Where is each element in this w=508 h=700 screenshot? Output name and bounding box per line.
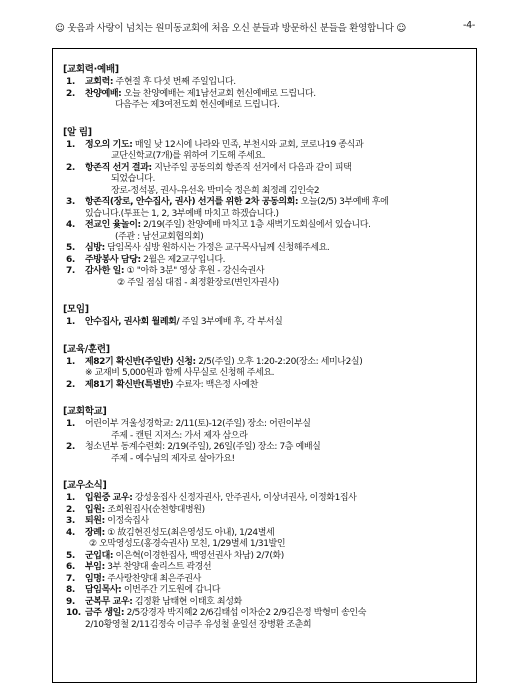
list-item — [63, 197, 468, 209]
item-label: 감사한 일: — [85, 266, 125, 276]
section — [63, 61, 468, 112]
list-item — [63, 528, 468, 540]
item-label: 안수집사, 권사회 월례회/ — [85, 317, 180, 327]
item-text: 2/5강경자 박지혜2 2/6김태섭 이차순2 2/9김은정 박형미 송인숙 — [124, 608, 367, 618]
item-text: 2월은 제2교구입니다. — [140, 254, 226, 265]
item-continuation: 2/10황영철 2/11김정숙 이금주 유성철 윤일선 장병환 조춘희 — [85, 619, 312, 630]
item-label: 금주 생일: — [85, 608, 125, 618]
item-number: 10. — [66, 608, 81, 618]
item-label: 제82기 확신반(주일반) 신청: — [85, 356, 196, 367]
list-item — [63, 585, 468, 597]
item-number: 2. — [66, 88, 75, 99]
item-continuation: 되었습니다. — [111, 174, 155, 184]
item-continuation: 장로-정석봉, 권사-유선옥 박미숙 정은희 최정례 김인숙2 — [111, 185, 320, 196]
section-title: [교육/훈련] — [63, 343, 110, 355]
section-title: [알 림] — [63, 126, 92, 138]
item-number: 1. — [66, 493, 75, 503]
item-text: 조희원집사(순천향대병원) — [104, 504, 205, 515]
item-label: 담임목사: — [85, 585, 122, 595]
item-number: 1. — [66, 77, 75, 87]
item-number: 8. — [66, 585, 75, 595]
list-item — [63, 597, 468, 609]
item-number: 2. — [66, 504, 75, 515]
item-number: 9. — [66, 596, 75, 607]
item-label: 장례: — [85, 527, 105, 538]
item-continuation: ※ 교재비 5,000원과 함께 사무실로 신청해 주세요. — [85, 368, 275, 378]
section — [63, 477, 468, 631]
item-text: 주일 3부예배 후, 각 부서실 — [179, 317, 283, 327]
item-text: ① "아하 3분" 영상 후원 - 강신숙권사 — [124, 266, 265, 276]
item-label: 군복무 교우: — [85, 596, 133, 607]
item-label: 항존직 선거 결과: — [85, 162, 152, 173]
item-label: 항존직(장로, 안수집사, 권사) 선거를 위한 2차 공동의회: — [85, 197, 299, 207]
item-text: 이은혁(이경한집사, 백영선권사 차남) 2/7(화) — [113, 550, 284, 561]
item-number: 5. — [66, 550, 75, 561]
item-continuation: 주제 - 예수님의 제자로 살아가요! — [111, 453, 235, 464]
item-text: 주사랑찬양대 최은주권사 — [104, 573, 201, 584]
section-title: [교우소식] — [63, 480, 107, 491]
page-number: -4- — [462, 20, 475, 31]
item-number: 7. — [66, 266, 75, 276]
item-number: 6. — [66, 562, 75, 572]
item-continuation: 주제 - 캔틴 지저스: 가서 제자 삼으라 — [111, 430, 248, 441]
item-number: 3. — [66, 516, 75, 526]
list-item — [63, 317, 468, 329]
item-text: 2/5(주일) 오후 1:20-2:20(장소: 세미나2실) — [195, 356, 363, 367]
item-text: 매일 낮 12시에 나라와 민족, 부천시와 교회, 코로나19 종식과 — [132, 139, 364, 150]
item-label: 전교인 윷놀이: — [85, 220, 141, 230]
item-number: 2. — [66, 442, 75, 452]
bulletin-box — [52, 48, 477, 683]
item-continuation: 교단신학교(7개)를 위하여 기도해 주세요. — [111, 151, 266, 161]
list-item — [63, 505, 468, 517]
list-item — [63, 493, 468, 505]
item-label: 입원중 교우: — [85, 493, 133, 503]
item-label: 정오의 기도: — [85, 139, 133, 150]
item-text: 담임목사 심방 원하시는 가정은 교구목사님께 신청해주세요. — [104, 243, 330, 253]
section-title: [교회학교] — [63, 406, 107, 417]
item-number: 7. — [66, 573, 75, 584]
item-text: 오늘 찬양예배는 제1남선교회 헌신예배로 드립니다. — [121, 88, 316, 99]
list-item — [63, 89, 468, 101]
item-text: 주현절 후 다섯 번째 주일입니다. — [113, 77, 236, 87]
item-number: 3. — [66, 197, 75, 207]
item-continuation: ② 주일 점심 대접 - 최정환장로(변인자권사) — [117, 277, 279, 288]
item-continuation: ② 오막영성도(홍경숙권사) 모친, 1/29별세 1/31발인 — [89, 539, 286, 549]
list-item — [63, 266, 468, 278]
item-label: 임명: — [85, 573, 105, 584]
item-number: 2. — [66, 162, 75, 173]
list-item — [63, 357, 468, 369]
list-item — [63, 380, 468, 392]
list-item — [63, 608, 468, 620]
item-text: 수료자: 백은정 사예찬 — [173, 379, 258, 390]
item-text: 어린이부 겨울성경학교: 2/11(토)-12(주일) 장소: 어린이부실 — [85, 419, 311, 429]
section — [63, 341, 468, 392]
page-header — [55, 20, 475, 38]
list-item — [63, 551, 468, 563]
item-label: 입원: — [85, 504, 105, 515]
item-number: 1. — [66, 139, 75, 150]
section — [63, 124, 468, 290]
list-item — [63, 516, 468, 528]
header-text: ☺ 웃음과 사랑이 넘치는 원미동교회에 처음 오신 분들과 방문하신 분들을 환영합니다 ☺ — [55, 23, 406, 34]
list-item — [63, 574, 468, 586]
item-text: 김정환 남태현 이태호 최성화 — [132, 596, 242, 607]
item-label: 주방봉사 담당: — [85, 254, 141, 265]
item-text: 지난주일 공동의회 항존직 선거에서 다음과 같이 피택 — [151, 162, 352, 173]
item-label: 심방: — [85, 243, 105, 253]
list-item — [63, 442, 468, 454]
item-number: 1. — [66, 419, 75, 429]
item-continuation: 다음주는 제3여전도회 헌신예배로 드립니다. — [115, 100, 280, 110]
item-label: 교회력: — [85, 77, 114, 87]
section — [63, 403, 468, 465]
list-item — [63, 77, 468, 89]
item-text: 3부 찬양대 솔리스트 곽경선 — [104, 562, 212, 572]
item-number: 4. — [66, 527, 75, 538]
list-item — [63, 255, 468, 267]
item-label: 부임: — [85, 562, 105, 572]
list-item — [63, 220, 468, 232]
section-title: [교회력·예배] — [63, 64, 119, 75]
item-label: 찬양예배: — [85, 88, 122, 99]
item-number: 2. — [66, 379, 75, 390]
list-item — [63, 163, 468, 175]
item-label: 퇴원: — [85, 516, 105, 526]
item-text: 청소년부 동계수련회: 2/19(주일), 26일(주일) 장소: 7층 예배실 — [85, 442, 321, 452]
item-label: 제81기 확신반(특별반) — [85, 379, 174, 390]
item-text: 이정숙집사 — [104, 516, 149, 526]
list-item — [63, 419, 468, 431]
item-number: 1. — [66, 356, 75, 367]
item-number: 6. — [66, 254, 75, 265]
section — [63, 301, 468, 329]
section-title: [모임] — [63, 304, 89, 315]
item-text: 강성웅집사 신정자권사, 안주권사, 이상녀권사, 이정화1집사 — [132, 493, 357, 503]
list-item — [63, 140, 468, 152]
item-text: 오늘(2/5) 3부예배 후에 — [298, 197, 389, 207]
item-continuation: 있습니다.(투표는 1, 2, 3부예배 마치고 하겠습니다.) — [85, 208, 279, 219]
item-label: 군입대: — [85, 550, 114, 561]
item-text: ① 故김현진성도(최은영성도 아내), 1/24별세 — [104, 527, 275, 538]
item-text: 2/19(주일) 찬양예배 마치고 1층 새벽기도회실에서 있습니다. — [140, 220, 371, 230]
item-continuation: (주관 : 남선교회협의회) — [115, 231, 204, 242]
item-number: 4. — [66, 220, 75, 230]
list-item — [63, 562, 468, 574]
item-number: 5. — [66, 243, 75, 253]
item-text: 이번주간 기도원에 갑니다 — [121, 585, 221, 595]
list-item — [63, 243, 468, 255]
item-number: 1. — [66, 317, 75, 327]
